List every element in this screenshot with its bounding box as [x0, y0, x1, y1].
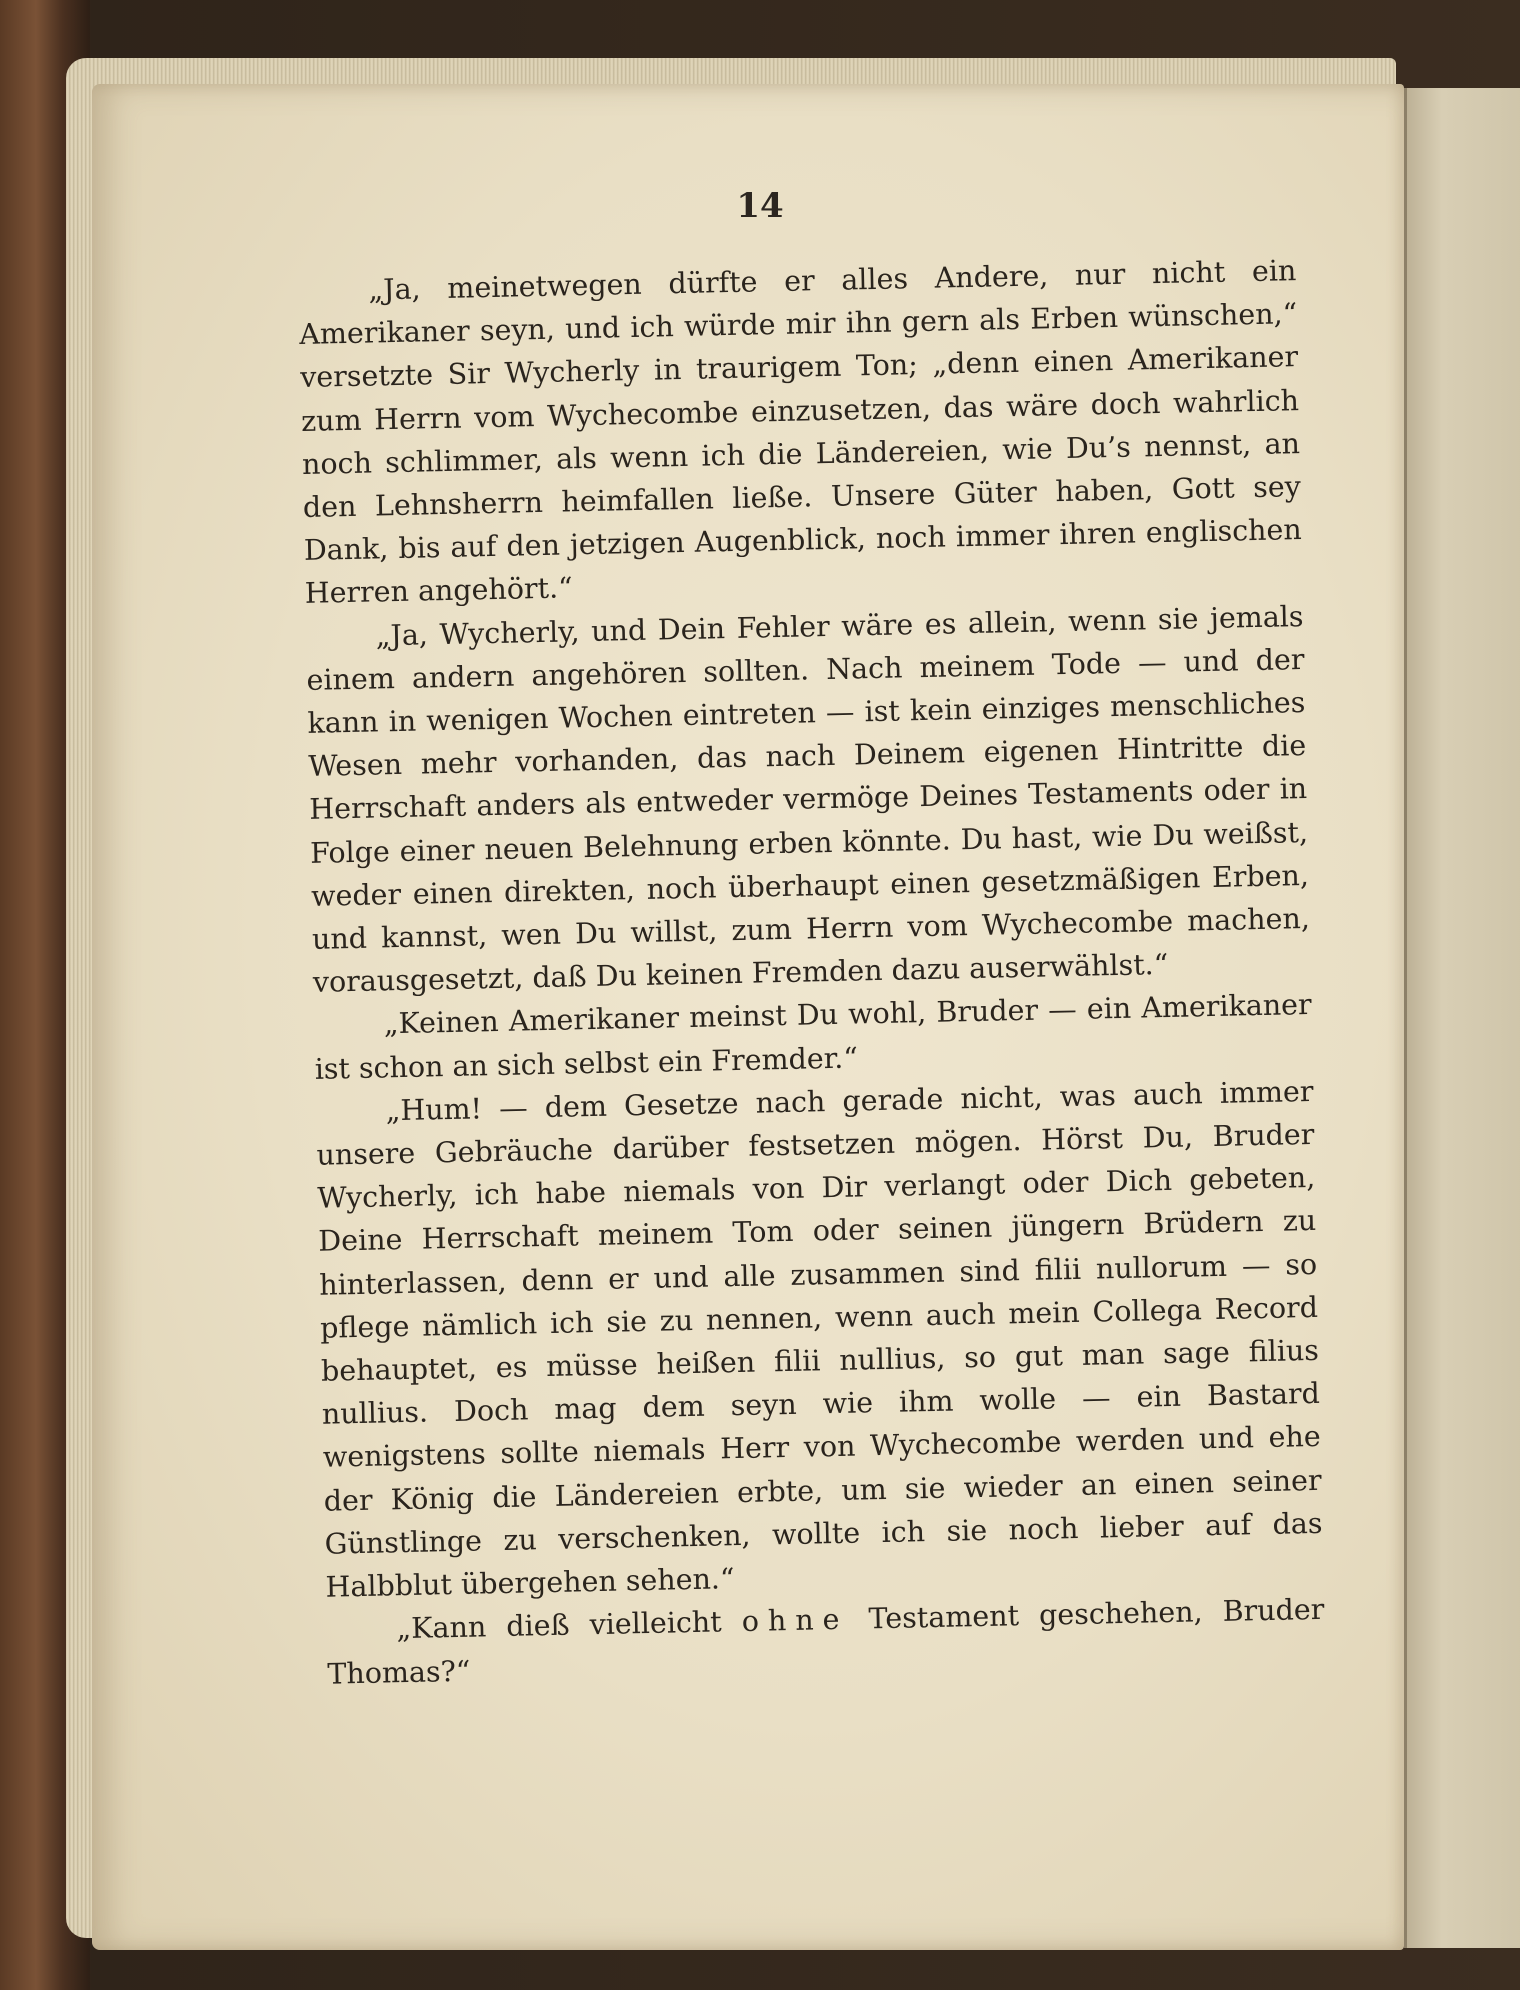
- body-text: [298, 249, 1326, 1695]
- paragraph-3: „Keinen Amerikaner meinst Du wohl, Bruder — ein Amerikaner ist schon an sich selbst ein Fremder.“: [314, 988, 1312, 1086]
- facing-page-edge: [1404, 88, 1520, 1948]
- paragraph-5-start: „Kann dieß vielleicht: [396, 1605, 743, 1646]
- paragraph-4: „Hum! — dem Gesetze nach gerade nicht, was auch immer unsere Gebräuche darüber festsetzen mögen. Hörst Du, Bruder Wycherly, ich habe niemals von Dir verlangt oder Dich gebeten, Deine Herrschaft meinem Tom oder seinen jüngern Brüdern zu hinterlassen, denn er und alle zusammen sind filii nullorum — so pflege nämlich ich sie zu nennen, wenn auch mein Collega Record behauptet, es müsse heißen filii nullius, so gut man sage filius nullius. Doch mag dem seyn wie ihm wolle — ein Bastard wenigstens sollte niemals Herr von Wychecombe werden und ehe der König die Ländereien erbte, um sie wieder an einen seiner Günstlinge zu verschenken, wollte ich sie noch lieber auf das Halbblut übergehen sehen.“: [316, 1074, 1323, 1604]
- page-number: 14: [736, 186, 784, 226]
- paragraph-5-end: Testament geschehen, Bruder Thomas?“: [327, 1593, 1325, 1691]
- emphasized-word: ohne: [741, 1603, 849, 1639]
- paragraph-2: „Ja, Wycherly, und Dein Fehler wäre es allein, wenn sie jemals einem andern angehören sollten. Nach meinem Tode — und der kann in wenigen Wochen eintreten — ist kein einziges menschliches Wesen mehr vorhanden, das nach Deinem eigenen Hintritte die Herrschaft anders als entweder vermöge Deines Testaments oder in Folge einer neuen Belehnung erben könnte. Du hast, wie Du weißst, weder einen direkten, noch überhaupt einen gesetzmäßigen Erben, und kannst, wen Du willst, zum Herrn vom Wychecombe machen, vorausgesetzt, daß Du keinen Fremden dazu auserwählst.“: [306, 599, 1311, 1000]
- paragraph-1: „Ja, meinetwegen dürfte er alles Andere, nur nicht ein Amerikaner seyn, und ich würde mir ihn gern als Erben wünschen,“ versetzte Sir Wycherly in traurigem Ton; „denn einen Amerikaner zum Herrn vom Wychecombe einzusetzen, das wäre doch wahrlich noch schlimmer, als wenn ich die Ländereien, wie Du’s nennst, an den Lehnsherrn heimfallen ließe. Unsere Güter haben, Gott sey Dank, bis auf den jetzigen Augenblick, noch immer ihren englischen Herren angehört.“: [299, 254, 1303, 611]
